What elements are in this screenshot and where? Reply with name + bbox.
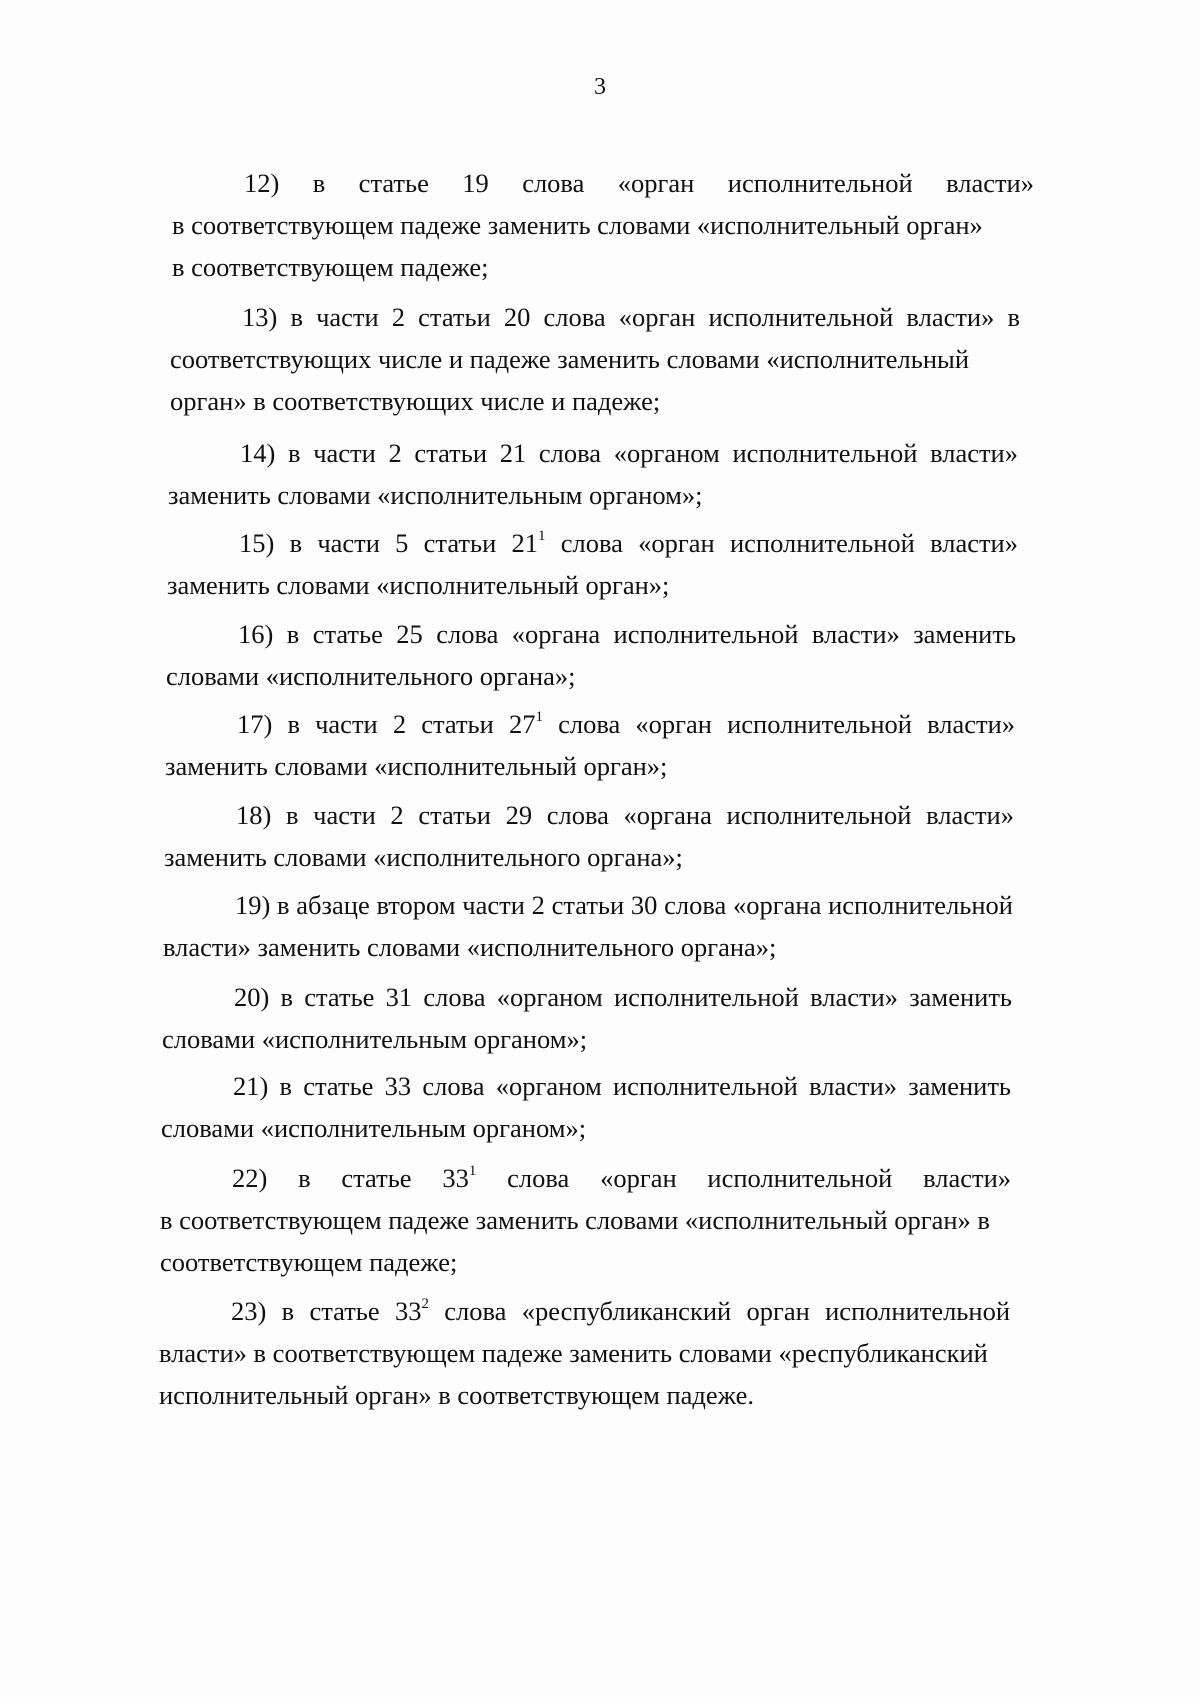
amendment-item-13 [170, 296, 1020, 422]
item-13-line-3: орган» в соответствующих числе и падеже; [170, 386, 661, 416]
item-15-line-1-text: 15) в части 5 статьи 21 [239, 528, 538, 558]
item-17-line-1 [165, 703, 1015, 745]
item-23-line-3: исполнительный орган» в соответствующем падеже. [159, 1380, 754, 1410]
item-22-line-3: соответствующем падеже; [160, 1247, 458, 1277]
item-15-line-2: заменить словами «исполнительный орган»; [167, 570, 670, 600]
item-16-line-1: 16) в статье 25 слова «органа исполнительной власти» заменить [238, 619, 1016, 649]
item-13-line-2: соответствующих числе и падеже заменить словами «исполнительный [170, 344, 970, 374]
item-14-line-1: 14) в части 2 статьи 21 слова «органом исполнительной власти» [240, 438, 1018, 468]
amendment-item-21 [161, 1065, 1011, 1149]
item-23-superscript: 2 [421, 1296, 429, 1312]
item-17-superscript: 1 [535, 709, 543, 725]
item-17-line-2: заменить словами «исполнительный орган»; [165, 751, 668, 781]
item-22-line-1-text: 22) в статье 33 [232, 1163, 469, 1193]
item-23-line-1-text: 23) в статье 33 [231, 1296, 422, 1326]
amendment-item-19 [163, 884, 1013, 968]
amendment-item-20 [162, 976, 1012, 1060]
item-12-line-1: 12) в статье 19 слова «орган исполнительной власти» [244, 168, 1034, 198]
amendment-item-23 [159, 1290, 1010, 1416]
amendment-item-22 [160, 1157, 1011, 1283]
item-20-line-1: 20) в статье 31 слова «органом исполнительной власти» заменить [234, 982, 1012, 1012]
item-22-line-2: в соответствующем падеже заменить словами «исполнительный орган» в [160, 1205, 990, 1235]
item-15-line-1-rest: слова «орган исполнительной власти» [545, 528, 1018, 558]
item-17-line-1-text: 17) в части 2 статьи 27 [237, 709, 536, 739]
item-13-line-1: 13) в части 2 статьи 20 слова «орган исполнительной власти» в [242, 302, 1020, 332]
item-19-line-2: власти» заменить словами «исполнительного органа»; [163, 932, 777, 962]
item-19-line-1: 19) в абзаце втором части 2 статьи 30 слова «органа исполнительной [235, 890, 1013, 920]
item-16-line-2: словами «исполнительного органа»; [166, 661, 576, 691]
item-18-line-2: заменить словами «исполнительного органа»; [164, 842, 683, 872]
amendment-item-17 [165, 703, 1015, 787]
item-22-line-1-rest: слова «орган исполнительной власти» [476, 1163, 1012, 1193]
item-23-line-1 [159, 1290, 1010, 1332]
item-23-line-1-rest: слова «республиканский орган исполнительной [428, 1296, 1011, 1326]
amendment-item-15 [167, 522, 1018, 606]
item-22-superscript: 1 [468, 1163, 477, 1179]
amendment-item-18 [164, 794, 1014, 878]
amendment-item-14 [168, 432, 1018, 516]
item-22-line-1 [160, 1157, 1011, 1199]
item-15-line-1 [167, 522, 1018, 564]
item-15-superscript: 1 [538, 528, 546, 544]
item-20-line-2: словами «исполнительным органом»; [162, 1024, 588, 1054]
item-21-line-1: 21) в статье 33 слова «органом исполнительной власти» заменить [233, 1071, 1011, 1101]
item-21-line-2: словами «исполнительным органом»; [161, 1113, 587, 1143]
item-12-line-3: в соответствующем падеже; [172, 252, 489, 282]
amendment-item-16 [166, 613, 1016, 697]
item-12-line-2: в соответствующем падеже заменить словами «исполнительный орган» [172, 210, 983, 240]
amendment-item-12 [172, 162, 1034, 288]
item-23-line-2: власти» в соответствующем падеже заменить словами «республиканский [159, 1338, 988, 1368]
item-17-line-1-rest: слова «орган исполнительной власти» [542, 709, 1016, 739]
item-18-line-1: 18) в части 2 статьи 29 слова «органа исполнительной власти» [236, 800, 1014, 830]
item-14-line-2: заменить словами «исполнительным органом»; [168, 480, 703, 510]
page-number: 3 [594, 74, 606, 100]
